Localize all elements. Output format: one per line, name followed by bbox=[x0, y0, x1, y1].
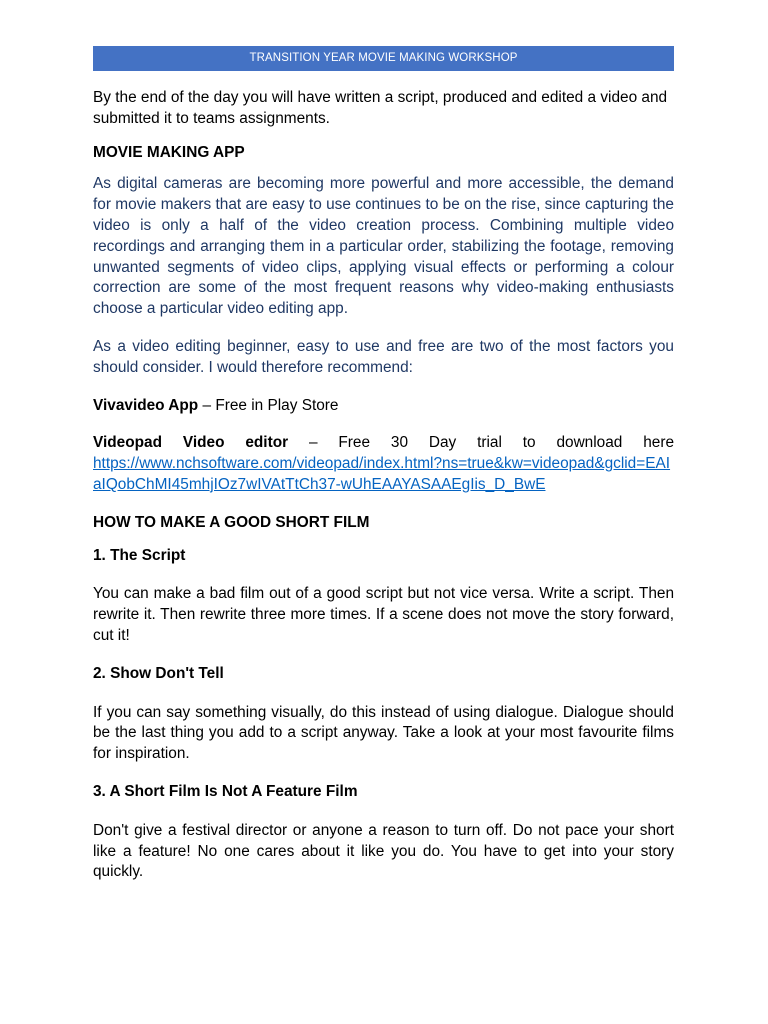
vivavideo-line bbox=[93, 396, 674, 417]
videopad-desc: – Free 30 Day trial to download here bbox=[288, 434, 675, 452]
tip-script-body: You can make a bad film out of a good script but not vice versa. Write a script. Then rewrite it. Then rewrite three more times. If a scene does not move the story forward, cut it! bbox=[93, 585, 674, 644]
videopad-first-line bbox=[93, 433, 674, 454]
tip-feature-title: 3. A Short Film Is Not A Feature Film bbox=[93, 782, 358, 800]
intro-paragraph: By the end of the day you will have written a script, produced and edited a video and submitted it to teams assignments. bbox=[93, 89, 668, 127]
movie-making-app-heading: MOVIE MAKING APP bbox=[93, 143, 245, 161]
videopad-line bbox=[93, 433, 674, 495]
videopad-download-link[interactable]: https://www.nchsoftware.com/videopad/index.html?ns=true&kw=videopad&gclid=EAIaIQobChMI45mhjIOz7wIVAtTtCh37-wUhEAAYASAAEgIis_D_BwE bbox=[93, 455, 671, 493]
document-page bbox=[93, 46, 674, 883]
page-banner: TRANSITION YEAR MOVIE MAKING WORKSHOP bbox=[93, 46, 674, 71]
app-intro-paragraph: As digital cameras are becoming more powerful and more accessible, the demand for movie makers that are easy to use continues to be on the rise, since capturing the video is only a half of the video creation process. Combining multiple video recordings and arranging them in a particular order, stabilizing the footage, removing unwanted segments of video clips, applying visual effects or performing a colour correction are some of the most frequent reasons why video-making enthusiasts choose a particular video editing app. bbox=[93, 175, 674, 318]
videopad-name: Videopad Video editor bbox=[93, 434, 289, 452]
vivavideo-desc: – Free in Play Store bbox=[198, 396, 339, 414]
short-film-heading: HOW TO MAKE A GOOD SHORT FILM bbox=[93, 513, 370, 531]
tip-feature-body: Don't give a festival director or anyone a reason to turn off. Do not pace your short like a feature! No one cares about it like you do. You have to get into your story quickly. bbox=[93, 821, 674, 881]
vivavideo-name: Vivavideo App bbox=[93, 396, 199, 414]
tip-script-title: 1. The Script bbox=[93, 546, 186, 564]
tip-show-body: If you can say something visually, do this instead of using dialogue. Dialogue should be the last thing you add to a script anyway. Take a look at your most favourite films for inspiration. bbox=[93, 703, 674, 763]
tip-show-title: 2. Show Don't Tell bbox=[93, 664, 224, 682]
recommendation-paragraph: As a video editing beginner, easy to use and free are two of the most factors you should consider. I would therefore recommend: bbox=[93, 337, 674, 376]
